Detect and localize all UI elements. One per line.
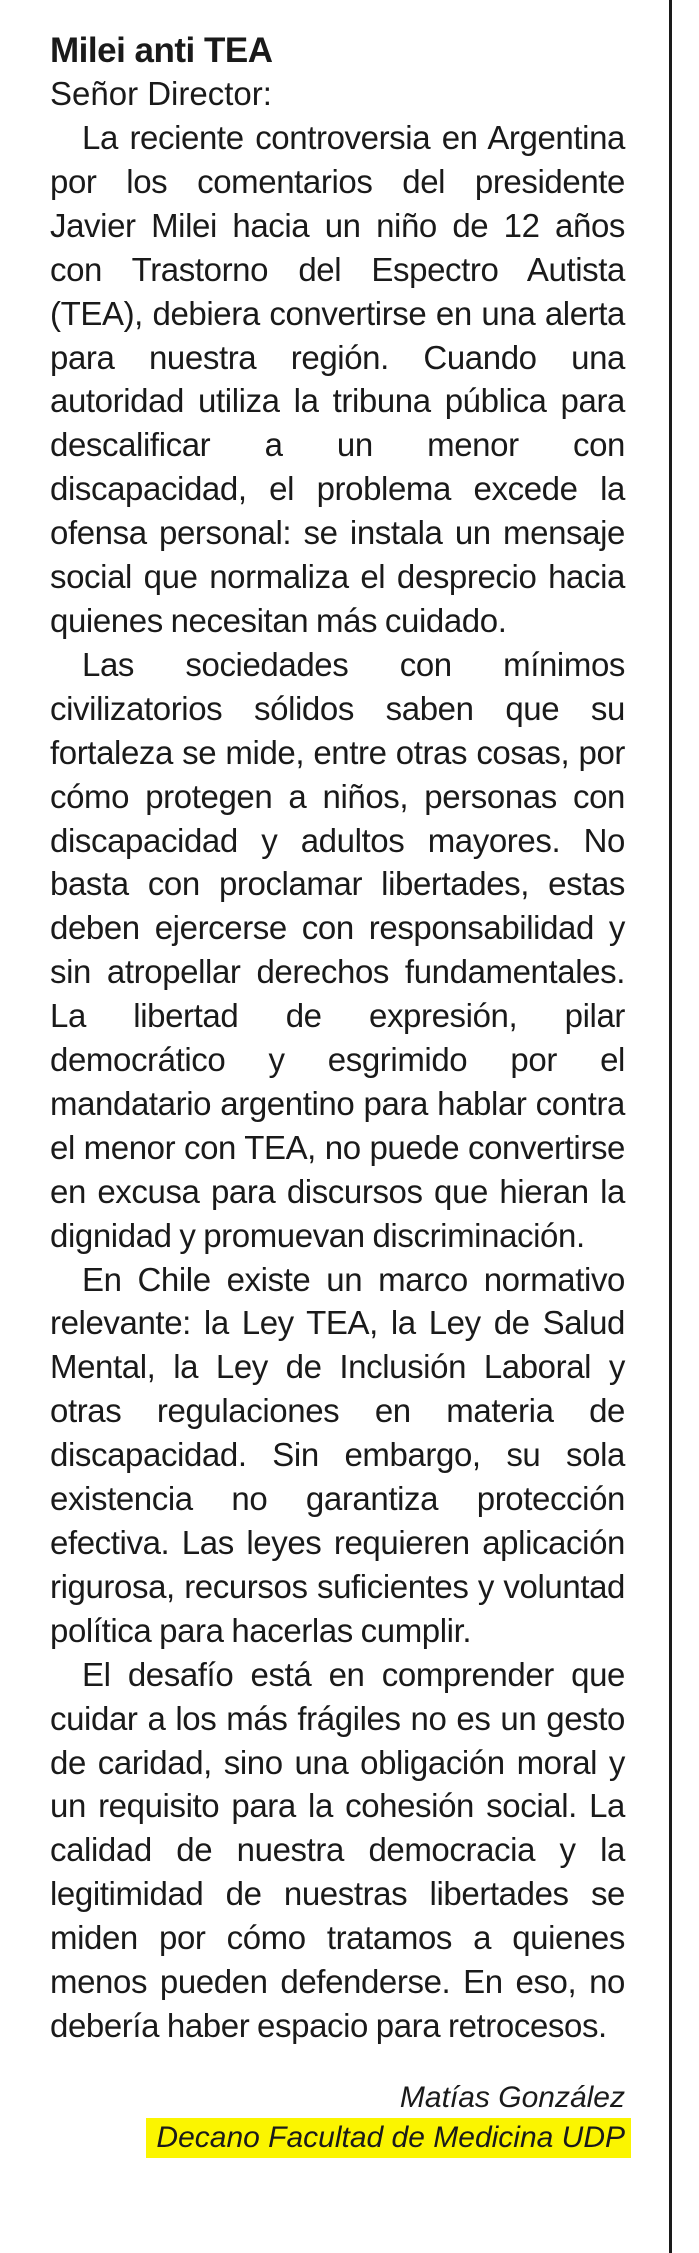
letter-paragraph-2: Las sociedades con mínimos civilizatorios sólidos saben que su fortaleza se mide, entre otras cosas, por cómo protegen a niños, personas con discapacidad y adultos mayores. No basta con proclamar libertades, estas deben ejercerse con responsabilidad y sin atropellar derechos fundamentales. La libertad de expresión, pilar democrático y esgrimido por el mandatario argentino para hablar contra el menor con TEA, no puede convertirse en excusa para discursos que hieran la dignidad y promuevan discriminación. (50, 645, 625, 1254)
letter-paragraph-1: La reciente controversia en Argentina por los comentarios del presidente Javier Milei hacia un niño de 12 años con Trastorno del Espectro Autista (TEA), debiera convertirse en una alerta para nuestra región. Cuando una autoridad utiliza la tribuna pública para descalificar a un menor con discapacidad, el problema excede la ofensa personal: se instala un mensaje social que normaliza el desprecio hacia quienes necesitan más cuidado. (50, 119, 625, 639)
letter-to-editor (50, 30, 625, 2048)
column-divider-rule (669, 0, 672, 2253)
letter-title: Milei anti TEA (50, 31, 273, 70)
letter-paragraph-3: En Chile existe un marco normativo relevante: la Ley TEA, la Ley de Salud Mental, la Ley de Inclusión Laboral y otras regulaciones en materia de discapacidad. Sin embargo, su sola existencia no garantiza protección efectiva. Las leyes requieren aplicación rigurosa, recursos suficientes y voluntad política para hacerlas cumplir. (50, 1260, 625, 1649)
letter-salutation: Señor Director: (50, 75, 272, 112)
letter-paragraph-4: El desafío está en comprender que cuidar a los más frágiles no es un gesto de caridad, sino una obligación moral y un requisito para la cohesión social. La calidad de nuestra democracia y la legitimidad de nuestras libertades se miden por cómo tratamos a quienes menos pueden defenderse. En eso, no debería haber espacio para retrocesos. (50, 1655, 625, 2044)
signature-author: Matías González (399, 2081, 625, 2114)
signature-affiliation-highlighted: Decano Facultad de Medicina UDP (146, 2118, 631, 2158)
letter-signature (50, 2078, 625, 2158)
